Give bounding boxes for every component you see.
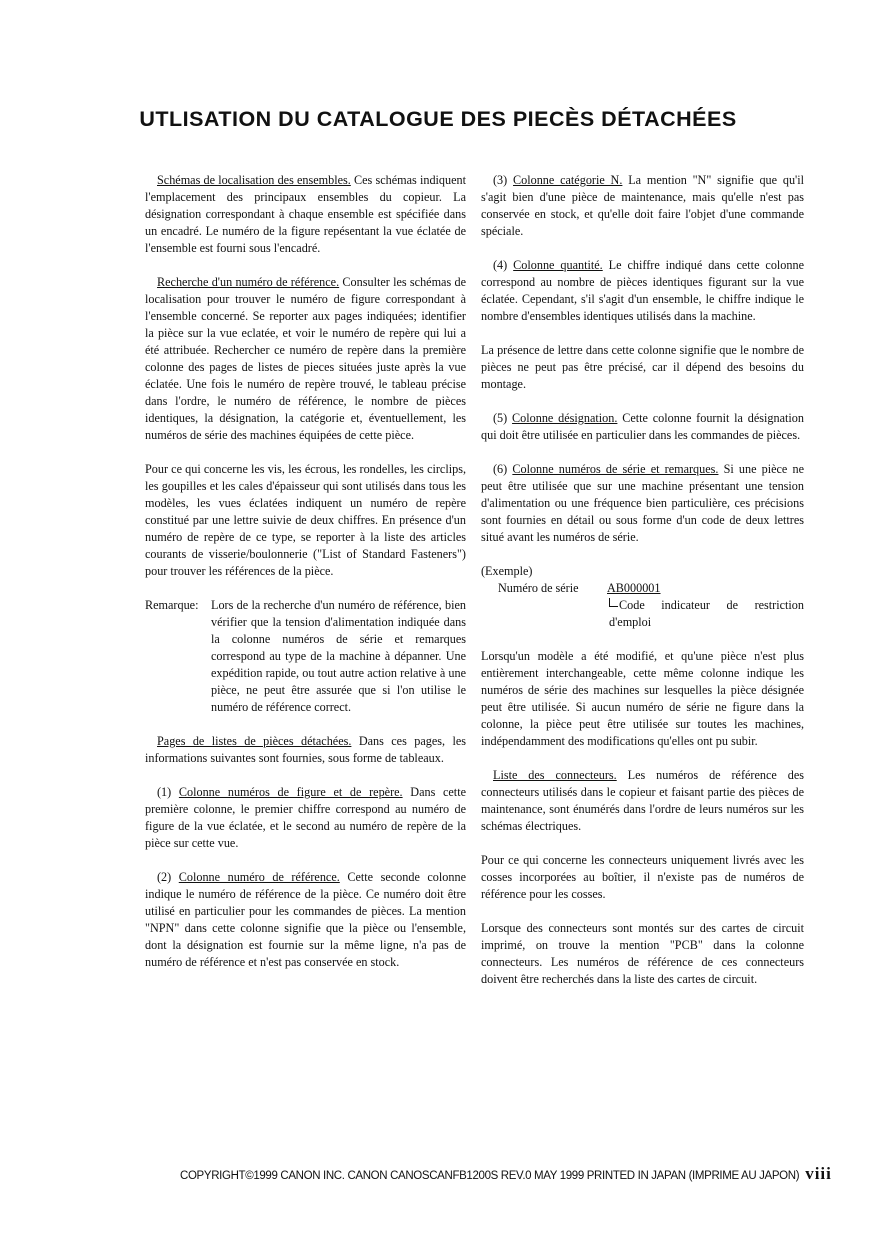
heading-colonne-5: Colonne désignation. bbox=[512, 411, 618, 425]
text-localisation: Ces schémas indiquent l'emplacement des principaux ensembles du copieur. La désignation correspondant à chaque ensemble est spécifiée dans un encadré. Le numéro de la figure repésentant la vue éclatée de l'ensemble est fourni sous l'encadré. bbox=[145, 173, 466, 255]
page-number: viii bbox=[805, 1164, 832, 1183]
text-colonne-6: Si une pièce ne peut être utilisée que sur une machine présentant une tension d'alimentation ou une fréquence bien particulière, ces précisions sont fournies en détail ou sous forme d'un code de deux lettres situé avant les numéros de série. bbox=[481, 462, 804, 544]
heading-pages-listes: Pages de listes de pièces détachées. bbox=[157, 734, 352, 748]
text-recherche: Consulter les schémas de localisation pour trouver le numéro de figure correspondant à l'ensemble concerné. Se reporter aux pages indiquées; identifier la pièce sur la vue eclatée, et voir le numéro de repère qui lui a été attribuée. Rechercher ce numéro de repère dans la première colonne des pages de listes de pieces situées juste après la vue éclatée. Une fois le numéro de repère trouvé, le tableau précise dans l'ordre, le numéro de référence, le nombre de pièces identiques, la désignation, la catégorie et, éventuellement, les numéros de série des machines équipées de cette pièce. bbox=[145, 275, 466, 442]
example-row bbox=[498, 580, 804, 597]
remark-text: Lors de la recherche d'un numéro de référence, bien vérifier que la tension d'alimentation indiquée dans la colonne numéros de série et remarques correspond au type de la machine à dépanner. Une expédition rapide, ou tout autre action relative à une pièce, ne peut être assurée que si l'on utilise le numéro de référence correct. bbox=[211, 598, 466, 714]
paragraph-connecteurs bbox=[481, 767, 804, 835]
paragraph-lettre: La présence de lettre dans cette colonne signifie que le nombre de pièces ne peut pas être précisé, car il dépend des besoins du montage. bbox=[481, 343, 804, 391]
paragraph-localisation bbox=[145, 172, 466, 257]
paragraph-pcb: Lorsque des connecteurs sont montés sur des cartes de circuit imprimé, on trouve la mention "PCB" dans la colonne connecteurs. Les numéros de référence de ces connecteurs doivent être recherchés dans la liste des cartes de circuit. bbox=[481, 921, 804, 986]
paragraph-colonne-3 bbox=[481, 172, 804, 240]
heading-connecteurs: Liste des connecteurs. bbox=[493, 768, 617, 782]
column-number-1: (1) bbox=[157, 785, 172, 799]
text-colonne-4: Le chiffre indiqué dans cette colonne correspond au nombre de pièces identiques figurant sur la vue éclatée. Cependant, s'il s'agit d'un ensemble, le chiffre indique le nombre d'ensembles identiques utilisés dans la machine. bbox=[481, 258, 805, 323]
paragraph-colonne-4 bbox=[481, 257, 804, 325]
heading-colonne-6: Colonne numéros de série et remarques. bbox=[512, 462, 719, 476]
remark-label: Remarque: bbox=[145, 598, 199, 612]
text-colonne-1: Dans cette première colonne, le premier chiffre correspond au numéro de figure de la vue éclatée, et le second au numéro de repère de la pièce sur cette vue. bbox=[145, 785, 466, 850]
example-note-text: Code indicateur de restriction d'emploi bbox=[609, 598, 804, 629]
column-number-2: (2) bbox=[157, 870, 172, 884]
bracket-hook-icon bbox=[609, 598, 618, 607]
heading-recherche: Recherche d'un numéro de référence. bbox=[157, 275, 340, 289]
example-label: Numéro de série bbox=[498, 581, 579, 595]
paragraph-modification: Lorsqu'un modèle a été modifié, et qu'une pièce n'est plus entièrement interchangeable, cette même colonne indique les numéros de série des machines sur lesquelles la pièce désignée peut être utilisée. Si aucun numéro de série ne figure dans la colonne, la pièce peut être utilisée sur toutes les machines, indépendamment des modifications qu'elles ont pu subir. bbox=[481, 649, 804, 748]
paragraph-visserie: Pour ce qui concerne les vis, les écrous, les rondelles, les circlips, les goupilles et les cales d'épaisseur qui sont utilisés dans tous les modèles, les vues éclatées indiquent un numéro de repère constitué par une lettre suivie de deux chiffres. En présence d'un numéro de repère de ce type, se reporter à la liste des articles courants de visserie/boulonnerie ("List of Standard Fasteners") pour trouver les références de la pièce. bbox=[145, 462, 466, 578]
right-column bbox=[481, 172, 804, 1005]
heading-colonne-4: Colonne quantité. bbox=[513, 258, 603, 272]
left-column bbox=[145, 172, 466, 988]
heading-localisation: Schémas de localisation des ensembles. bbox=[157, 173, 351, 187]
text-colonne-5: Cette colonne fournit la désignation qui doit être utilisée en particulier dans les commandes de pièces. bbox=[481, 411, 804, 442]
column-number-4: (4) bbox=[493, 258, 508, 272]
paragraph-colonne-1 bbox=[145, 784, 466, 852]
text-pages-listes: Dans ces pages, les informations suivantes sont fournies, sous forme de tableaux. bbox=[145, 734, 466, 765]
column-number-3: (3) bbox=[493, 173, 508, 187]
paragraph-pages-listes bbox=[145, 733, 466, 767]
paragraph-cosses: Pour ce qui concerne les connecteurs uniquement livrés avec les cosses incorporées au boîtier, il n'existe pas de numéros de référence pour les cosses. bbox=[481, 853, 804, 901]
heading-colonne-3: Colonne catégorie N. bbox=[513, 173, 623, 187]
text-connecteurs: Les numéros de référence des connecteurs utilisés dans le copieur et faisant partie des pièces de maintenance, sont énumérés dans l'ordre de leurs numéros sur les schémas électriques. bbox=[481, 768, 804, 833]
paragraph-recherche bbox=[145, 274, 466, 444]
page-title: UTLISATION DU CATALOGUE DES PIECÈS DÉTACHÉES bbox=[139, 107, 737, 131]
example-note bbox=[609, 597, 804, 631]
heading-colonne-2: Colonne numéro de référence. bbox=[178, 870, 340, 884]
remark-block bbox=[145, 597, 466, 716]
text-colonne-3: La mention "N" signifie que qu'il s'agit bien d'une pièce de maintenance, mais qu'elle n'est pas conservée en stock, et qu'elle doit faire l'objet d'une commande spéciale. bbox=[481, 173, 805, 238]
column-number-5: (5) bbox=[493, 411, 508, 425]
example-code: AB000001 bbox=[607, 581, 661, 595]
copyright-text: COPYRIGHT©1999 CANON INC. CANON CANOSCANFB1200S REV.0 MAY 1999 PRINTED IN JAPAN (IMPRIME AU JAPON) bbox=[180, 1170, 800, 1182]
column-number-6: (6) bbox=[493, 462, 508, 476]
paragraph-colonne-6 bbox=[481, 461, 804, 546]
heading-colonne-1: Colonne numéros de figure et de repère. bbox=[178, 785, 403, 799]
example-block bbox=[481, 563, 804, 631]
footer bbox=[180, 1164, 832, 1184]
paragraph-colonne-2 bbox=[145, 869, 466, 971]
paragraph-colonne-5 bbox=[481, 410, 804, 444]
text-colonne-2: Cette seconde colonne indique le numéro de référence de la pièce. Ce numéro doit être utilisé en particulier pour les commandes de pièces. La mention "NPN" dans cette colonne signifie que la pièce ou l'ensemble, dont la désignation est fournie sur la même ligne, n'a pas de numéro de référence et n'est pas conservée en stock. bbox=[145, 870, 466, 969]
example-title: (Exemple) bbox=[481, 564, 533, 578]
